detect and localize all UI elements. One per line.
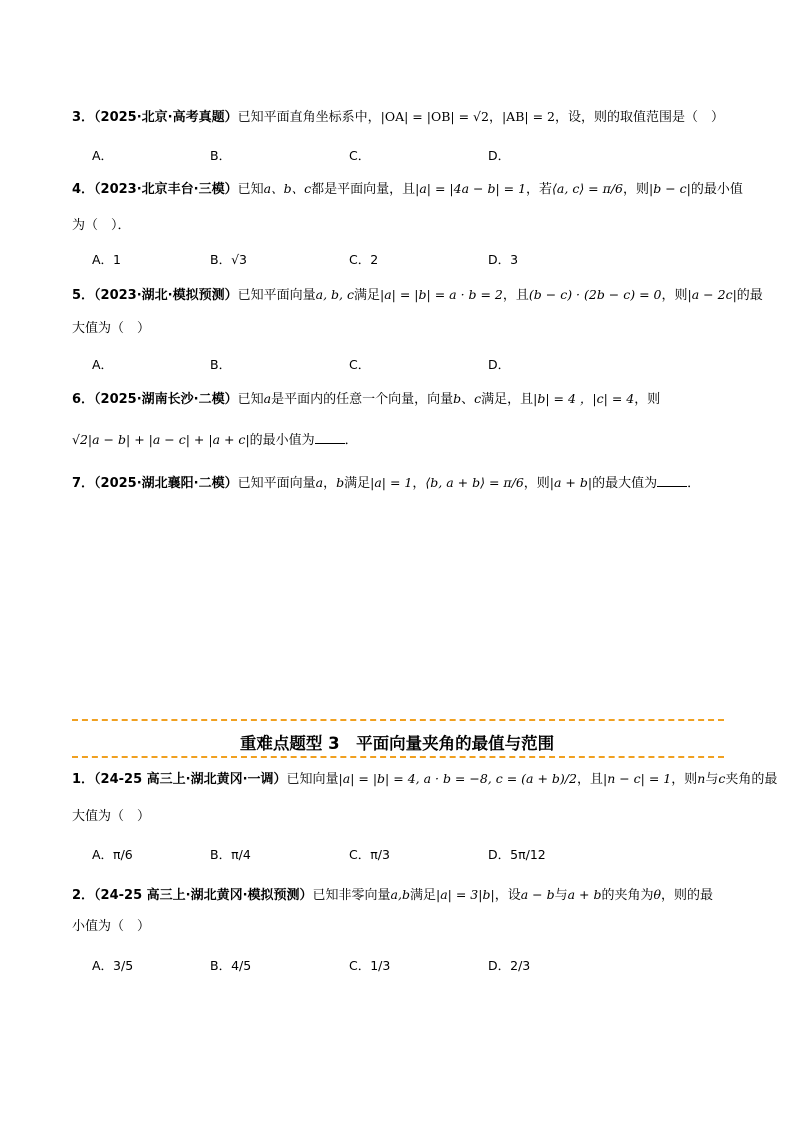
- option-b: B．π/4: [210, 847, 251, 862]
- option-b: B．: [210, 148, 232, 163]
- option-b: B．: [210, 357, 232, 372]
- question-text: 是平面内的任意一个向量，向量: [271, 392, 454, 407]
- math-expression: |b − c|: [649, 181, 691, 196]
- option-d: D．: [488, 357, 511, 372]
- option-a: A．: [92, 148, 114, 163]
- question-number: 6．: [72, 392, 95, 407]
- question-text: 的最: [736, 288, 763, 303]
- option-a: A．π/6: [92, 847, 133, 862]
- option-d: D．3: [488, 252, 519, 267]
- question-text: ，: [412, 476, 426, 491]
- question-number: 1．: [72, 772, 95, 787]
- math-expression: |a| = 3|b|: [436, 887, 495, 902]
- question-text: 与: [554, 888, 568, 903]
- math-expression: a、b、c: [263, 181, 312, 196]
- question-number: 2．: [72, 888, 95, 903]
- question-text: ，且: [576, 772, 603, 787]
- question-source: （2025·湖南长沙·二模）: [94, 392, 238, 407]
- question-text: ，设，则的取值范围是（ ）: [554, 110, 724, 125]
- section-title: 重难点题型 3 平面向量夹角的最值与范围: [239, 734, 555, 753]
- question-text: 为（ ）．: [72, 218, 131, 233]
- question-text: 的夹角为: [601, 888, 654, 903]
- question-text: 已知向量: [286, 772, 339, 787]
- question-6-line: 6．（2025·湖南长沙·二模）已知a是平面内的任意一个向量，向量b、c满足，且|b| = 4 ，|c| = 4，则: [72, 391, 661, 407]
- question-source: （2023·湖北·模拟预测）: [94, 288, 238, 303]
- option-c: C．2: [349, 252, 379, 267]
- math-expression: |OA| = |OB| = √2: [380, 109, 489, 124]
- question-text: 已知: [237, 182, 264, 197]
- question-text: ，则: [523, 476, 550, 491]
- question-text: 都是平面向量，且: [311, 182, 416, 197]
- question-text: 满足: [409, 888, 436, 903]
- question-text: 的最小值为: [249, 433, 315, 448]
- option-a: A．: [92, 357, 114, 372]
- question-text: 已知平面向量: [237, 288, 316, 303]
- question-text: ，设: [494, 888, 521, 903]
- option-d: D．5π/12: [488, 847, 546, 862]
- math-expression: |n − c| = 1: [602, 771, 672, 786]
- question-source: （24-25 高三上·湖北黄冈·一调）: [94, 772, 287, 787]
- option-d: D．: [488, 148, 511, 163]
- question-3-line: 3．（2025·北京·高考真题）已知平面直角坐标系中，|OA| = |OB| = √2，|AB| = 2，设，则的取值范围是（ ）: [72, 109, 724, 125]
- question-text: ，若: [526, 182, 553, 197]
- section3-question-1-line: 1．（24-25 高三上·湖北黄冈·一调）已知向量|a| = |b| = 4, a · b = −8, c = (a + b)/2，且|n − c| = 1，则n与c夹角的最: [72, 771, 778, 787]
- math-expression: |a| = |b| = a · b = 2: [380, 287, 503, 302]
- math-expression: |a − 2c|: [687, 287, 737, 302]
- question-text: 小值为（ ）: [72, 919, 151, 934]
- answer-blank: [315, 431, 345, 444]
- question-text: 已知平面向量: [237, 476, 316, 491]
- math-expression: |b| = 4 ，|c| = 4: [533, 391, 635, 406]
- question-6-line-2: √2|a − b| + |a − c| + |a + c|的最小值为 ．: [72, 432, 358, 448]
- question-number: 7．: [72, 476, 95, 491]
- math-expression: ⟨b, a + b⟩ = π/6: [425, 475, 524, 490]
- question-text: 、: [461, 392, 475, 407]
- question-number: 4．: [72, 182, 95, 197]
- question-source: （24-25 高三上·湖北黄冈·模拟预测）: [94, 888, 313, 903]
- math-expression: a, b, c: [315, 287, 354, 302]
- question-text: 的最小值: [690, 182, 743, 197]
- question-text: 满足，且: [481, 392, 534, 407]
- question-text: 大值为（ ）: [72, 809, 151, 824]
- math-expression: ⟨a, c⟩ = π/6: [552, 181, 624, 196]
- math-expression: |AB| = 2: [501, 109, 555, 124]
- answer-blank: [657, 474, 687, 487]
- option-c: C．: [349, 357, 371, 372]
- question-text: 满足: [344, 476, 371, 491]
- section3-question-2-line: 2．（24-25 高三上·湖北黄冈·模拟预测）已知非零向量a,b满足|a| = 3|b|，设a − b与a + b的夹角为θ，则的最: [72, 887, 714, 903]
- question-number: 5．: [72, 288, 95, 303]
- option-a: A．3/5: [92, 958, 134, 973]
- math-expression: |a + b|: [549, 475, 593, 490]
- question-text: ，则的最: [661, 888, 714, 903]
- question-text: 大值为（ ）: [72, 321, 151, 336]
- question-4-line: [72, 180, 743, 199]
- question-text: 已知平面直角坐标系中，: [237, 110, 381, 125]
- question-text: ，且: [502, 288, 529, 303]
- question-number: 3．: [72, 110, 95, 125]
- option-a: A．1: [92, 252, 122, 267]
- question-text: ，则: [623, 182, 650, 197]
- theta-symbol: θ: [653, 887, 662, 902]
- section-divider-top: [72, 719, 724, 721]
- option-b: B．√3: [210, 252, 247, 267]
- question-text: 满足: [353, 288, 380, 303]
- question-text: ，则: [661, 288, 688, 303]
- question-source: （2023·北京丰台·三模）: [94, 182, 238, 197]
- question-text: ，则: [671, 772, 698, 787]
- option-c: C．: [349, 148, 371, 163]
- option-c: C．1/3: [349, 958, 391, 973]
- math-expression: |a| = |4a − b| = 1: [415, 181, 527, 196]
- question-text: 夹角的最: [725, 772, 778, 787]
- option-c: C．π/3: [349, 847, 390, 862]
- option-b: B．4/5: [210, 958, 252, 973]
- question-text: ，则: [634, 392, 661, 407]
- question-7-line: 7．（2025·湖北襄阳·二模）已知平面向量a，b满足|a| = 1，⟨b, a + b⟩ = π/6，则|a + b|的最大值为 ．: [72, 475, 701, 491]
- math-expression: |a| = 1: [370, 475, 413, 490]
- question-text: 已知非零向量: [312, 888, 391, 903]
- option-d: D．2/3: [488, 958, 531, 973]
- math-expression: √2|a − b| + |a − c| + |a + c|: [72, 432, 250, 447]
- question-text: ，: [323, 476, 337, 491]
- question-source: （2025·北京·高考真题）: [94, 110, 238, 125]
- question-source: （2025·湖北襄阳·二模）: [94, 476, 238, 491]
- math-expression: |a| = |b| = 4, a · b = −8, c = (a + b)/2: [338, 771, 577, 786]
- question-text: 已知: [237, 392, 264, 407]
- question-text: 与: [705, 772, 719, 787]
- section-divider-bottom: [72, 756, 724, 758]
- question-text: 的最大值为: [592, 476, 658, 491]
- math-expression: (b − c) · (2b − c) = 0: [528, 287, 662, 302]
- question-5-line: [72, 286, 763, 305]
